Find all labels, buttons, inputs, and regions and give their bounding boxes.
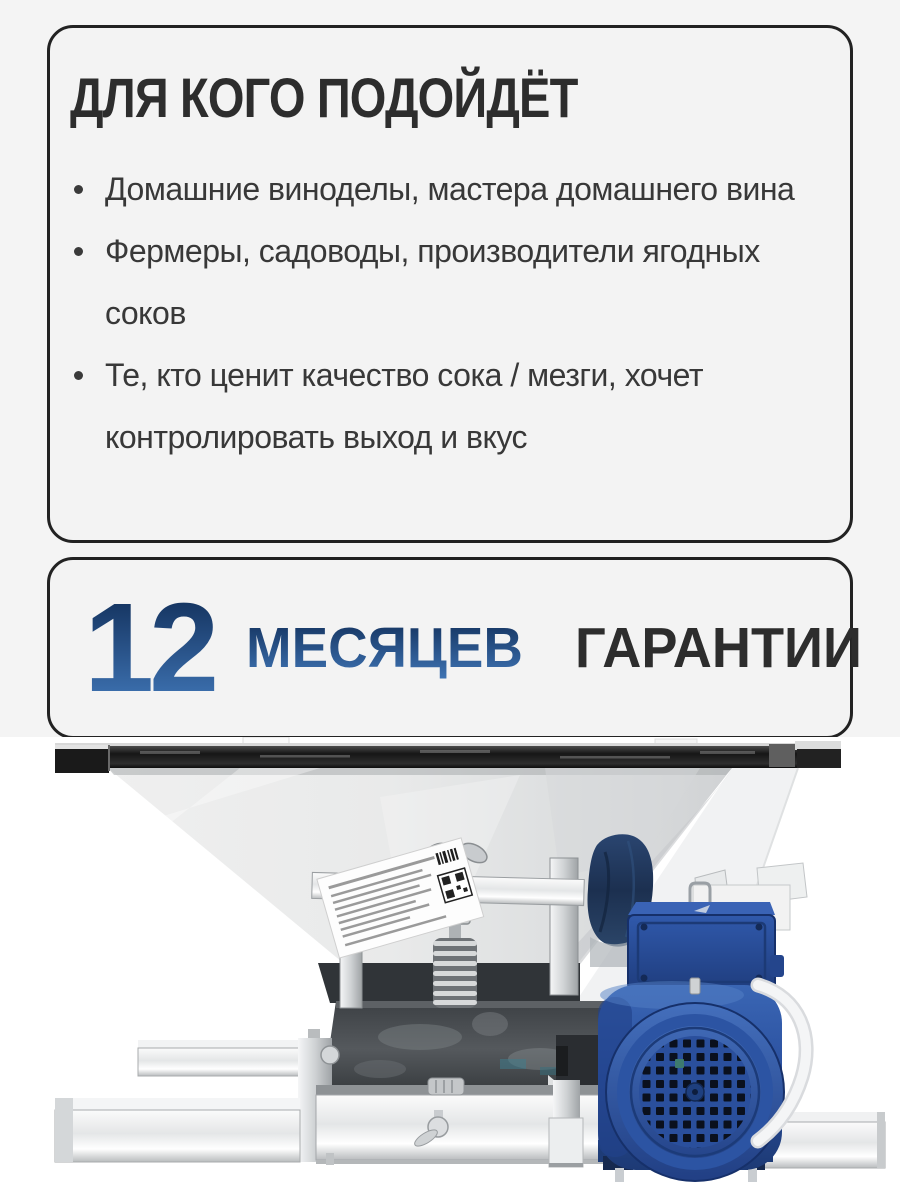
bullet-dot-icon [74,247,83,256]
bullet-dot-icon [74,371,83,380]
fruit-crusher-image [0,737,900,1200]
audience-list [72,158,832,468]
warranty-guarantee-label: ГАРАНТИИ [574,616,862,680]
list-item [72,220,832,344]
audience-card [47,25,853,543]
bullet-dot-icon [74,185,83,194]
audience-card-title: ДЛЯ КОГО ПОДОЙДЁТ [70,66,578,129]
motor-face [606,1003,784,1181]
hopper-rim [55,737,841,773]
terminal-box [628,902,784,990]
list-item-text: соков [105,294,186,331]
warranty-number: 12 [84,588,220,708]
list-item-text: контролировать выход и вкус [105,418,528,455]
list-item-text: Те, кто ценит качество сока / мезги, хочет [105,356,703,393]
spring [433,938,477,1008]
warranty-months-label: МЕСЯЦЕВ [246,616,524,680]
frame-left-legs [55,1029,339,1162]
list-item [72,158,832,220]
list-item-text: Домашние виноделы, мастера домашнего вина [105,170,795,207]
list-item-text: Фермеры, садоводы, производители ягодных [105,232,760,269]
product-photo [0,737,900,1200]
warranty-card [47,557,862,739]
list-item [72,344,832,468]
